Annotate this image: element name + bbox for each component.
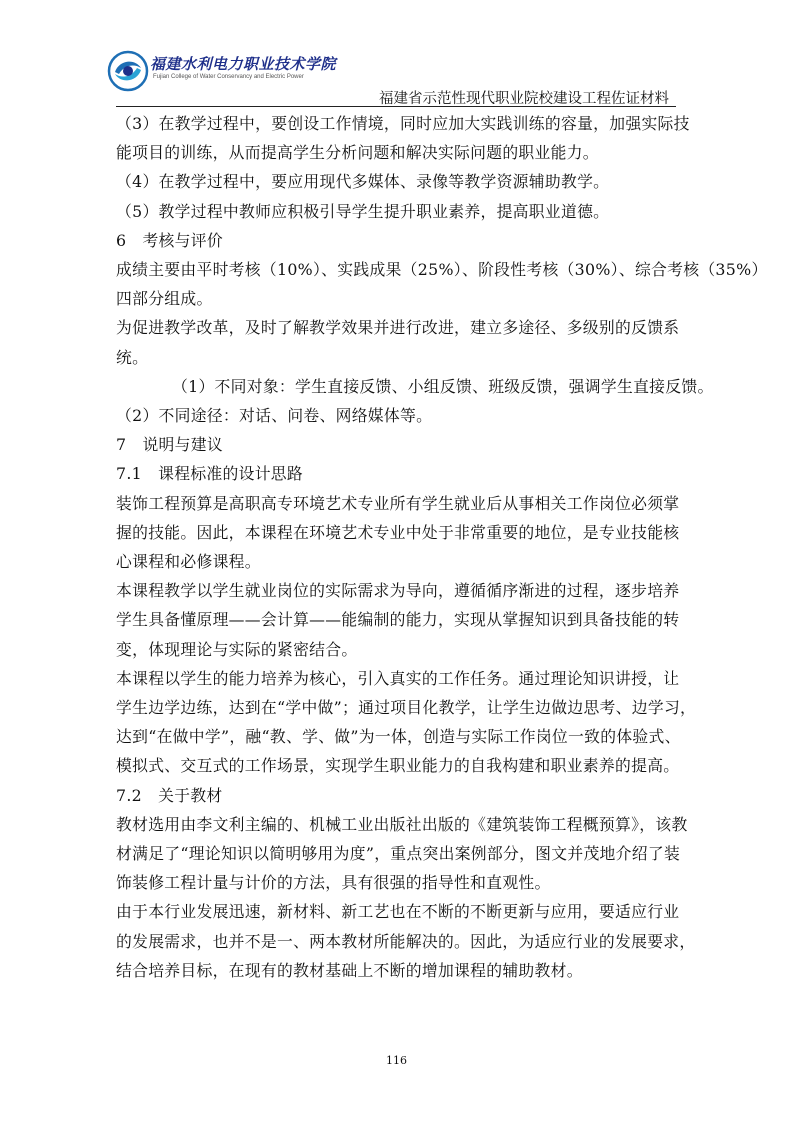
- paragraph-line: 为促进教学改革，及时了解教学效果并进行改进，建立多途径、多级别的反馈系: [116, 318, 680, 338]
- paragraph-line: 的发展需求，也并不是一、两本教材所能解决的。因此，为适应行业的发展要求，: [116, 931, 696, 951]
- section-heading: 7 说明与建议: [116, 435, 223, 455]
- paragraph-line: 统。: [116, 347, 149, 367]
- logo-text-en: Fujian College of Water Conservancy and Electric Power: [153, 74, 304, 80]
- paragraph-line: 由于本行业发展迅速，新材料、新工艺也在不断的不断更新与应用，要适应行业: [116, 902, 680, 922]
- document-body: [116, 109, 768, 985]
- page-number: 116: [386, 1054, 407, 1067]
- paragraph-line: 成绩主要由平时考核（10%）、实践成果（25%）、阶段性考核（30%）、综合考核（35%）: [116, 260, 768, 280]
- logo-text-cn: 福建水利电力职业技术学院: [150, 55, 337, 73]
- paragraph-line: （2）不同途径：对话、问卷、网络媒体等。: [116, 406, 433, 426]
- paragraph-line: 四部分组成。: [116, 289, 213, 309]
- paragraph-line: 装饰工程预算是高职高专环境艺术专业所有学生就业后从事相关工作岗位必须掌: [116, 493, 680, 513]
- paragraph-line: （1）不同对象：学生直接反馈、小组反馈、班级反馈，强调学生直接反馈。: [172, 376, 714, 396]
- paragraph-line: 饰装修工程计量与计价的方法，具有很强的指导性和直观性。: [116, 873, 551, 893]
- paragraph-line: （4）在教学过程中，要应用现代多媒体、录像等教学资源辅助教学。: [116, 172, 610, 192]
- paragraph-line: 本课程教学以学生就业岗位的实际需求为导向，遵循循序渐进的过程，逐步培养: [116, 581, 680, 601]
- paragraph-line: 教材选用由李文利主编的、机械工业出版社出版的《建筑装饰工程概预算》，该教: [116, 814, 688, 834]
- paragraph-line: （5）教学过程中教师应积极引导学生提升职业素养，提高职业道德。: [116, 201, 610, 221]
- paragraph-line: （3）在教学过程中，要创设工作情境，同时应加大实践训练的容量，加强实际技: [116, 114, 690, 133]
- paragraph-line: 材满足了“理论知识以简明够用为度”，重点突出案例部分，图文并茂地介绍了装: [116, 844, 681, 864]
- header-rule: [116, 106, 676, 107]
- paragraph-line: 结合培养目标，在现有的教材基础上不断的增加课程的辅助教材。: [116, 960, 583, 980]
- paragraph-line: 模拟式、交互式的工作场景，实现学生职业能力的自我构建和职业素养的提高。: [116, 756, 680, 776]
- paragraph-line: 变，体现理论与实际的紧密结合。: [116, 639, 358, 659]
- paragraph-line: 学生边学边练，达到在“学中做”；通过项目化教学，让学生边做边思考、边学习，: [116, 698, 697, 718]
- subsection-heading: 7.2 关于教材: [116, 785, 223, 805]
- paragraph-line: 握的技能。因此，本课程在环境艺术专业中处于非常重要的地位，是专业技能核: [116, 522, 680, 542]
- paragraph-line: 学生具备懂原理——会计算——能编制的能力，实现从掌握知识到具备技能的转: [116, 610, 680, 630]
- header-title: 福建省示范性现代职业院校建设工程佐证材料: [379, 91, 669, 107]
- paragraph-line: 能项目的训练，从而提高学生分析问题和解决实际问题的职业能力。: [116, 143, 599, 163]
- subsection-heading: 7.1 课程标准的设计思路: [116, 464, 303, 484]
- section-heading: 6 考核与评价: [116, 230, 223, 250]
- paragraph-line: 达到“在做中学”，融“教、学、做”为一体，创造与实际工作岗位一致的体验式、: [116, 727, 681, 747]
- paragraph-line: 心课程和必修课程。: [116, 552, 261, 572]
- college-logo: [107, 50, 337, 94]
- paragraph-line: 本课程以学生的能力培养为核心，引入真实的工作任务。通过理论知识讲授，让: [116, 668, 680, 688]
- college-emblem-icon: [107, 50, 149, 92]
